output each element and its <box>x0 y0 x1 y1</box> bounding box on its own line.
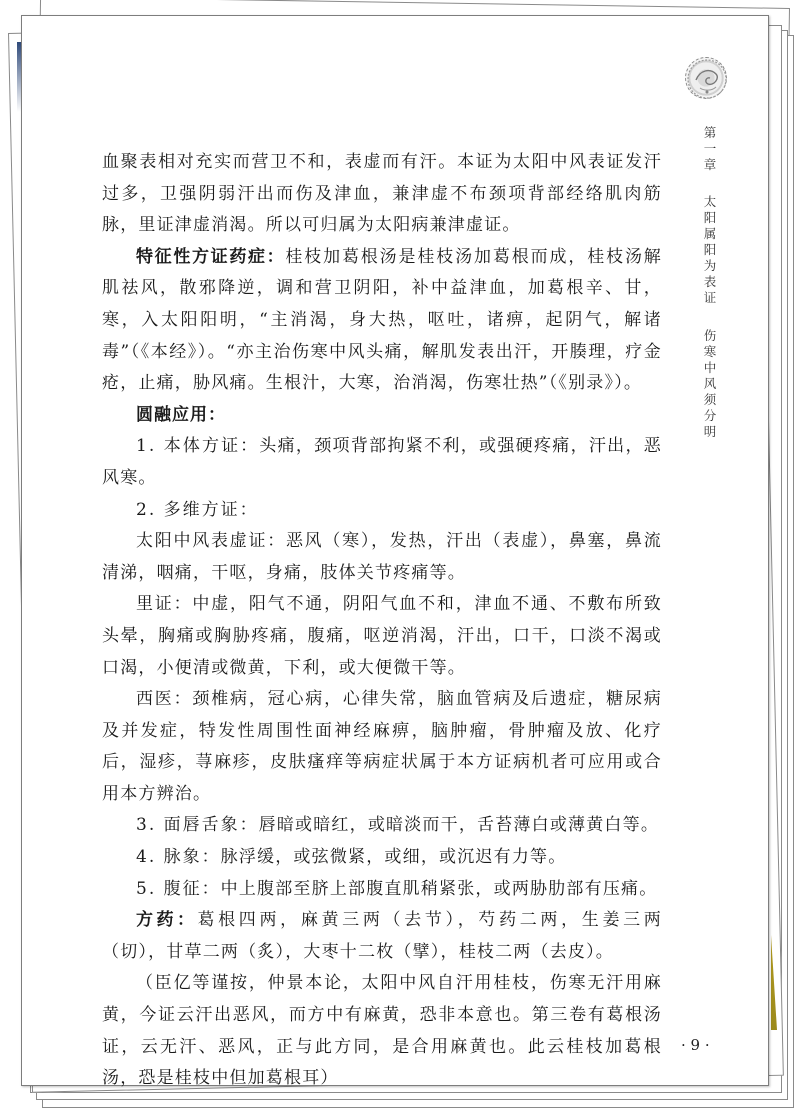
book-page <box>21 15 769 1089</box>
section-title: 太阳属阳为表证 <box>702 195 717 308</box>
subsection-title: 伤寒中风须分明 <box>702 328 717 441</box>
paragraph <box>102 589 662 684</box>
chapter-label: 第一章 <box>702 126 717 174</box>
page-number: · 9 · <box>681 1036 710 1054</box>
section-label: 方药： <box>136 910 198 931</box>
item-label: 5. 腹征： <box>136 878 221 899</box>
item-label: 3. 面唇舌象： <box>136 815 259 836</box>
heading <box>102 400 662 432</box>
paragraph-text: 太阳中风表虚证：恶风（寒），发热，汗出（表虚），鼻塞，鼻流清涕，咽痛，干呕，身痛，肢体关节疼痛等。 <box>102 531 662 583</box>
paragraph-text: 桂枝加葛根汤是桂枝汤加葛根而成，桂枝汤解肌祛风，散邪降逆，调和营卫阴阳，补中益津血，加葛根辛、甘，寒，入太阳阳明，“主消渴，身大热，呕吐，诸痹，起阴气，解诸毒”（《本经》）。“亦主治伤寒中风头痛，解肌发表出汗，开腠理，疗金疮，止痛，胁风痛。生根汁，大寒，治消渴，伤寒壮热”（《别录》）。 <box>102 246 663 394</box>
section-label: 圆融应用： <box>136 404 226 425</box>
paragraph-text: （臣亿等谨按，仲景本论，太阳中风自汗用桂枝，伤寒无汗用麻黄，今证云汗出恶风，而方中有麻黄，恐非本意也。第三卷有葛根汤证，云无汗、恶风，正与此方同，是合用麻黄也。此云桂枝加葛根汤，恐是桂枝中但加葛根耳） <box>102 973 662 1089</box>
paragraph-text: 脉浮缓，或弦微紧，或细，或沉迟有力等。 <box>220 847 567 868</box>
list-item <box>102 431 662 494</box>
paragraph <box>102 684 662 810</box>
paragraph-text: 西医：颈椎病，冠心病，心律失常，脑血管病及后遗症，糖尿病及并发症，特发性周围性面神经麻痹，脑肿瘤，骨肿瘤及放、化疗后，湿疹，荨麻疹，皮肤瘙痒等病症状属于本方证病机者可应用或合用本方辨治。 <box>102 689 662 804</box>
section-label: 特征性方证药症： <box>136 246 286 267</box>
paragraph-text: 血聚表相对充实而营卫不和，表虚而有汗。本证为太阳中风表证发汗过多，卫强阴弱汗出而伤及津血，兼津虚不布颈项背部经络肌肉筋脉，里证津虚消渴。所以可归属为太阳病兼津虚证。 <box>102 152 662 236</box>
list-item <box>102 810 662 842</box>
running-header <box>699 126 719 441</box>
paragraph-text: 唇暗或暗红，或暗淡而干，舌苔薄白或薄黄白等。 <box>258 815 660 836</box>
paragraph-text: 葛根四两，麻黄三两（去节），芍药二两，生姜三两（切），甘草二两（炙），大枣十二枚（擘），桂枝二两（去皮）。 <box>102 910 663 962</box>
paragraph <box>102 147 662 242</box>
paragraph-text: 中上腹部至脐上部腹直肌稍紧张，或两胁肋部有压痛。 <box>220 878 658 899</box>
list-item <box>102 842 662 874</box>
list-item <box>102 874 662 906</box>
paragraph <box>102 242 662 400</box>
dragon-emblem-icon <box>685 57 727 99</box>
paragraph <box>102 526 662 589</box>
item-label: 2. 多维方证： <box>136 499 259 520</box>
paragraph-text: 里证：中虚，阳气不通，阴阳气血不和，津血不通、不敷布所致头晕，胸痛或胸胁疼痛，腹痛，呕逆消渴，汗出，口干，口淡不渴或口渴，小便清或微黄，下利，或大便微干等。 <box>102 594 662 678</box>
list-item <box>102 495 662 527</box>
main-text <box>102 147 662 1095</box>
paragraph-text: 头痛，颈项背部拘紧不利，或强硬疼痛，汗出，恶风寒。 <box>102 436 663 488</box>
item-label: 4. 脉象： <box>136 847 221 868</box>
item-label: 1. 本体方证： <box>136 436 260 457</box>
paragraph <box>102 968 662 1094</box>
paragraph <box>102 905 662 968</box>
